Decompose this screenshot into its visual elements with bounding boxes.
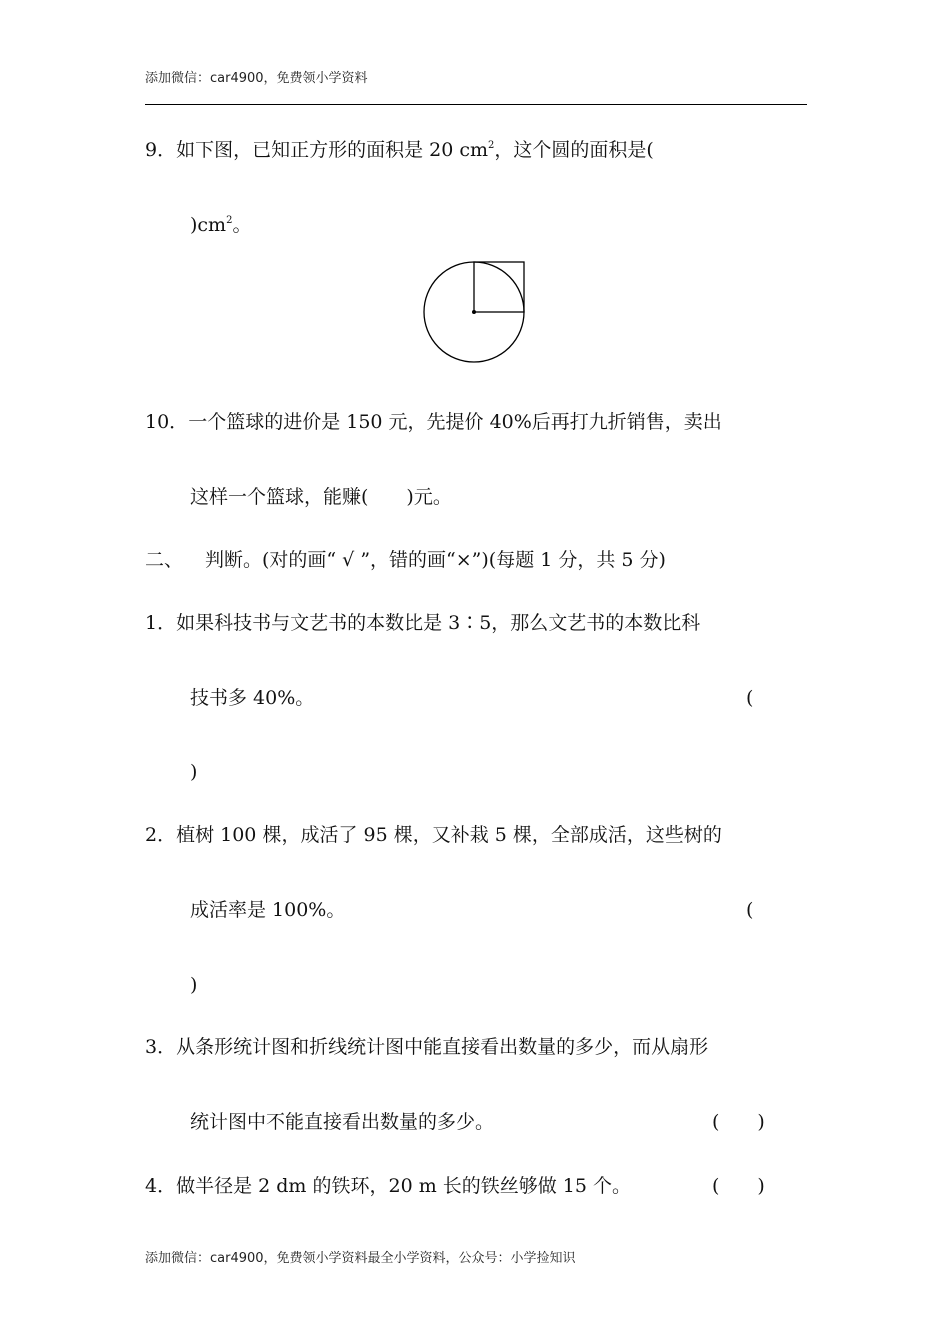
- question-number: 10．: [145, 411, 189, 433]
- judgment-3: [145, 1038, 708, 1057]
- square-shape: [474, 262, 524, 312]
- question-text: 从条形统计图和折线统计图中能直接看出数量的多少，而从扇形: [176, 1036, 709, 1058]
- question-number: 1．: [145, 612, 177, 634]
- answer-paren-close: ): [190, 761, 198, 783]
- center-point: [472, 310, 476, 314]
- circle-square-figure: [420, 258, 530, 368]
- judgment-4: [145, 1177, 631, 1196]
- question-10-line2: 这样一个篮球，能赚( )元。: [190, 486, 452, 508]
- question-number: 9．: [145, 139, 177, 161]
- question-text: 植树 100 棵，成活了 95 棵，又补栽 5 棵，全部成活，这些树的: [176, 824, 722, 846]
- header-rule: [145, 104, 807, 105]
- page-footer: 添加微信：car4900，免费领小学资料最全小学资料，公众号：小学捡知识: [145, 1251, 576, 1266]
- period: 。: [232, 214, 252, 236]
- question-number: 3．: [145, 1036, 177, 1058]
- judgment-1-line2: 技书多 40%。: [190, 687, 315, 709]
- answer-paren-open: (: [746, 687, 754, 709]
- question-number: 4．: [145, 1175, 177, 1197]
- question-number: 2．: [145, 824, 177, 846]
- judgment-2: [145, 826, 722, 845]
- answer-paren-open: (: [746, 899, 754, 921]
- judgment-2-line2: 成活率是 100%。: [190, 899, 346, 921]
- question-text: 如果科技书与文艺书的本数比是 3∶5，那么文艺书的本数比科: [176, 612, 701, 634]
- question-10: [145, 413, 722, 432]
- page-header: 添加微信：car4900，免费领小学资料: [145, 71, 368, 86]
- judgment-3-line2: 统计图中不能直接看出数量的多少。: [190, 1111, 495, 1133]
- question-text-end: ，这个圆的面积是(: [494, 139, 654, 161]
- question-9: [145, 141, 654, 160]
- answer-blank-end: )cm: [190, 214, 227, 236]
- question-text: 做半径是 2 dm 的铁环，20 m 长的铁丝够做 15 个。: [176, 1175, 632, 1197]
- superscript: 2: [226, 215, 233, 226]
- question-9-line2: [190, 216, 251, 235]
- answer-paren-close: ): [190, 974, 198, 996]
- answer-paren: ( ): [712, 1111, 765, 1133]
- section-label: 二、: [145, 549, 184, 571]
- answer-paren: ( ): [712, 1175, 765, 1197]
- question-text: 如下图，已知正方形的面积是 20 cm: [176, 139, 489, 161]
- section-heading: [145, 551, 666, 570]
- section-title: 判断。(对的画“ √ ”，错的画“×”)(每题 1 分，共 5 分): [205, 549, 666, 571]
- question-text: 一个篮球的进价是 150 元，先提价 40%后再打九折销售，卖出: [188, 411, 722, 433]
- superscript: 2: [488, 140, 495, 151]
- judgment-1: [145, 614, 700, 633]
